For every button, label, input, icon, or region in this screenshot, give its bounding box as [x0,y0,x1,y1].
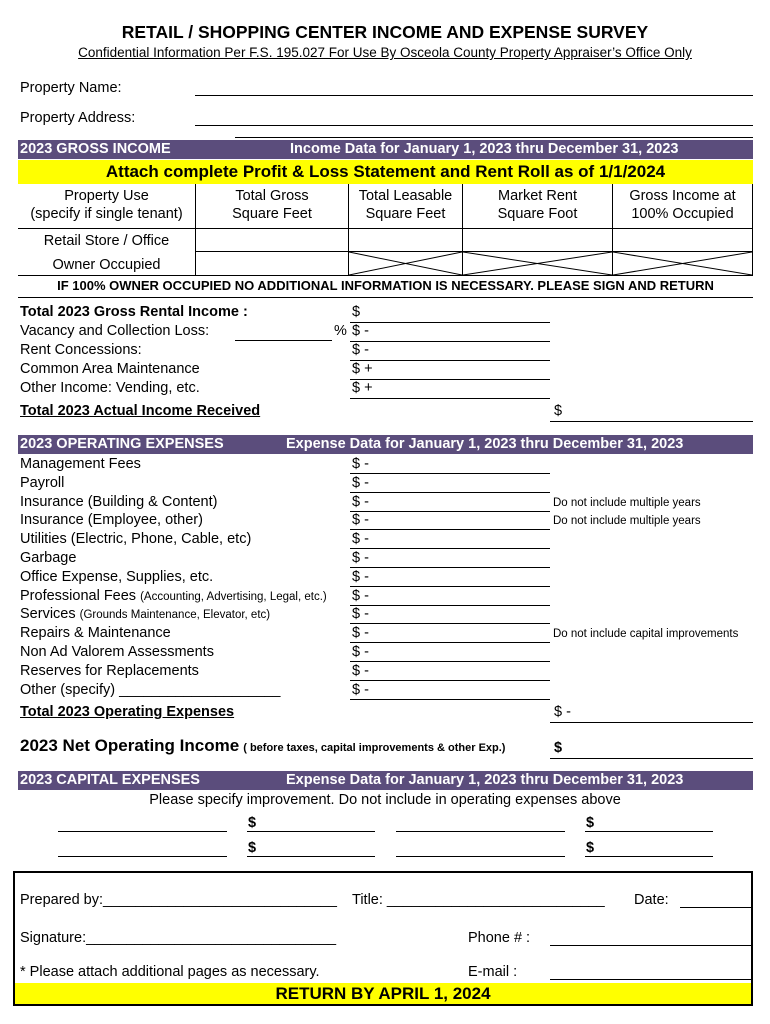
property-address-field-2[interactable] [235,137,753,138]
col-total-leasable-sf: Total Leasable Square Feet [349,184,463,228]
capital-improvement-3[interactable] [58,856,227,857]
noi-value: $ [554,740,563,756]
expense-label-text: Repairs & Maintenance [20,625,171,642]
capital-instruction: Please specify improvement. Do not include in operating expenses above [149,792,621,808]
expense-note: Do not include multiple years [553,515,701,528]
expense-label-text: Professional Fees [20,587,137,604]
owner-occupied-notice: IF 100% OWNER OCCUPIED NO ADDITIONAL INFORMATION IS NECESSARY. PLEASE SIGN AND RETURN [57,278,714,293]
expense-value: $ - [352,587,369,604]
expense-value: $ - [352,512,369,529]
expense-amount-field[interactable] [350,529,550,530]
gross-rental-income-value: $ [352,304,361,320]
row-retail-store-office: Retail Store / Office [18,228,195,252]
actual-income-total-field[interactable] [550,421,753,422]
attach-notice: Attach complete Profit & Loss Statement and Rent Roll as of 1/1/2024 [18,160,753,184]
expense-label [20,644,214,660]
expense-amount-field[interactable] [350,511,550,512]
expense-amount-field[interactable] [350,605,550,606]
actual-income-total-value: $ [554,403,563,419]
confidential-notice: Confidential Information Per F.S. 195.027 For Use By Osceola County Property Appraiser’s Office Only [78,45,692,60]
form-title: RETAIL / SHOPPING CENTER INCOME AND EXPENSE SURVEY [121,22,649,42]
expense-value: $ - [352,606,369,623]
expense-note: Do not include capital improvements [553,628,739,641]
expense-amount-field[interactable] [350,548,550,549]
income-period: Income Data for January 1, 2023 thru December 31, 2023 [290,141,679,157]
vacancy-pct-field[interactable] [235,340,332,341]
noi-label: 2023 Net Operating Income [20,736,240,755]
expense-value: $ - [352,662,369,679]
date-label: Date: [634,892,669,908]
retail-leasable-sf-cell[interactable] [349,228,463,252]
expense-amount-field[interactable] [350,492,550,493]
capital-dollar-1: $ [248,815,257,831]
other-income-value: $ + [352,380,373,396]
col-property-use: Property Use (specify if single tenant) [30,188,183,222]
expense-label-text: Reserves for Replacements [20,662,199,679]
expense-value: $ - [352,568,369,585]
capital-amount-1[interactable] [247,831,375,832]
capital-dollar-4: $ [586,840,595,856]
owner-leasable-sf-crossed [349,252,463,276]
capital-amount-2[interactable] [585,831,713,832]
expense-label [20,682,280,698]
vacancy-pct-sign: % [334,323,347,339]
owner-gross-income-crossed [613,252,753,276]
noi-sub: ( before taxes, capital improvements & other Exp.) [243,742,506,754]
owner-market-rent-crossed [463,252,613,276]
expense-label [20,475,64,491]
expense-value: $ - [352,456,369,472]
signature-field[interactable]: Signature:_______________________________ [20,930,337,946]
expense-amount-field[interactable] [350,642,550,643]
rent-concessions-value: $ - [352,342,369,358]
cam-value: $ + [352,361,373,377]
gross-income-heading: 2023 GROSS INCOME [20,141,171,157]
property-address-field[interactable] [195,125,753,126]
expense-label-text: Payroll [20,474,65,491]
capital-expenses-heading: 2023 CAPITAL EXPENSES [20,772,200,788]
capital-amount-4[interactable] [585,856,713,857]
operating-total-value: $ - [554,704,571,720]
expense-label [20,663,199,679]
expense-value: $ - [352,681,369,698]
attach-pages-note: * Please attach additional pages as necessary. [20,964,320,980]
expense-amount-field[interactable] [350,473,550,474]
gross-income-header [18,140,753,159]
email-field[interactable] [550,979,751,980]
retail-gross-sf-cell[interactable] [195,228,349,252]
capital-dollar-3: $ [248,840,257,856]
rent-concessions-label: Rent Concessions: [20,342,142,358]
expense-label [20,625,171,641]
email-label: E-mail : [468,964,518,980]
col-gross-income-100: Gross Income at 100% Occupied [613,184,753,228]
expense-amount-field[interactable] [350,586,550,587]
capital-dollar-2: $ [586,815,595,831]
expense-label-detail: (Grounds Maintenance, Elevator, etc) [79,609,271,622]
row-owner-occupied: Owner Occupied [18,252,195,276]
expense-label-text: Insurance (Building & Content) [20,493,218,510]
retail-market-rent-cell[interactable] [463,228,613,252]
expense-amount-field[interactable] [350,680,550,681]
gross-rental-income-field[interactable] [350,322,550,323]
expense-note: Do not include multiple years [553,496,701,509]
vacancy-loss-value: $ - [352,323,369,339]
vacancy-loss-label: Vacancy and Collection Loss: [20,323,210,339]
operating-period: Expense Data for January 1, 2023 thru December 31, 2023 [286,436,684,452]
expense-label [20,588,327,604]
expense-label [20,456,141,472]
title-field[interactable]: Title: ___________________________ [352,892,605,908]
property-address-label: Property Address: [20,110,136,126]
date-field[interactable] [680,907,751,908]
expense-amount-field[interactable] [350,623,550,624]
capital-improvement-1[interactable] [58,831,227,832]
gross-rental-income-label: Total 2023 Gross Rental Income : [20,304,248,320]
operating-total-field[interactable] [550,722,753,723]
expense-label-text: Office Expense, Supplies, etc. [20,568,214,585]
phone-field[interactable] [550,945,751,946]
expense-value: $ - [352,493,369,510]
divider [18,297,753,298]
expense-label [20,550,76,566]
capital-improvement-4[interactable] [396,856,565,857]
expense-value: $ - [352,644,369,660]
expense-label-detail: (Accounting, Advertising, Legal, etc.) [140,590,327,603]
vacancy-loss-field[interactable] [350,341,550,342]
operating-expenses-header [18,435,753,454]
capital-period: Expense Data for January 1, 2023 thru December 31, 2023 [286,772,684,788]
expense-label-text: Non Ad Valorem Assessments [20,644,214,660]
noi-line [20,736,505,756]
property-name-field[interactable] [195,95,753,96]
other-income-label: Other Income: Vending, etc. [20,380,200,396]
col-total-gross-sf: Total Gross Square Feet [195,184,349,228]
operating-expenses-heading: 2023 OPERATING EXPENSES [20,436,224,452]
expense-label [20,494,217,510]
expense-label [20,569,213,585]
phone-label: Phone # : [468,930,531,946]
expense-value: $ - [352,474,369,491]
other-income-field[interactable] [350,398,550,399]
expense-label-text: Garbage [20,550,77,566]
expense-label-text: Management Fees [20,456,141,472]
capital-amount-3[interactable] [247,856,375,857]
expense-label-text: Utilities (Electric, Phone, Cable, etc) [20,531,252,548]
expense-amount-field[interactable] [350,567,550,568]
expense-label-text: Services [20,606,76,623]
noi-field[interactable] [550,758,753,759]
property-name-label: Property Name: [20,80,122,96]
expense-label-text: Insurance (Employee, other) [20,512,203,529]
col-market-rent-sf: Market Rent Square Foot [463,184,613,228]
actual-income-total-label: Total 2023 Actual Income Received [20,403,261,419]
expense-value: $ - [352,531,369,548]
expense-value: $ - [352,625,369,642]
prepared-by-field[interactable]: Prepared by:_____________________________ [20,892,337,908]
expense-value: $ - [352,550,369,566]
capital-improvement-2[interactable] [396,831,565,832]
cam-field[interactable] [350,379,550,380]
return-deadline: RETURN BY APRIL 1, 2024 [15,983,751,1004]
expense-amount-field[interactable] [350,661,550,662]
retail-gross-income-cell[interactable] [613,228,753,252]
rent-concessions-field[interactable] [350,360,550,361]
expense-label [20,531,251,547]
expense-amount-field[interactable] [350,699,550,700]
expense-label-text: Other (specify) ____________________ [20,681,281,698]
owner-gross-sf-cell[interactable] [195,252,349,276]
expense-label [20,512,203,528]
cam-label: Common Area Maintenance [20,361,200,377]
operating-total-label: Total 2023 Operating Expenses [20,704,235,720]
capital-expenses-header [18,771,753,790]
expense-label [20,606,270,622]
